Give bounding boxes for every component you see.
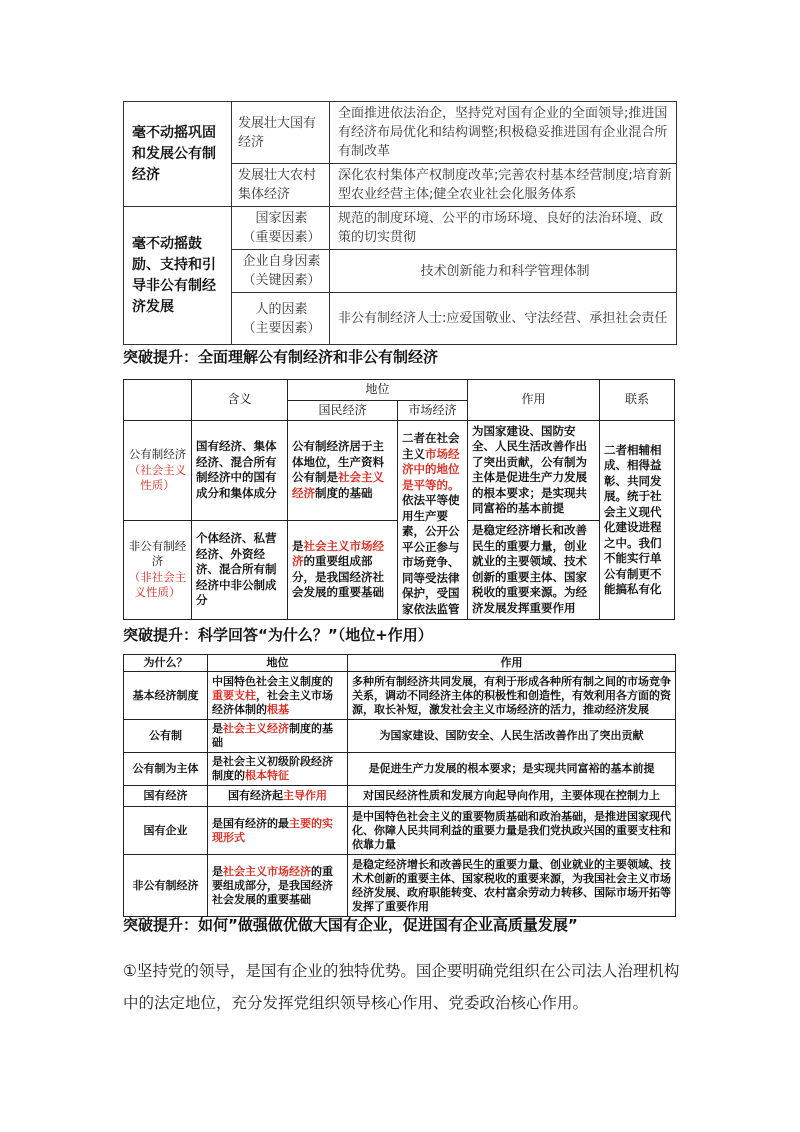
table-row: [124, 672, 676, 720]
category-cell: 毫不动摇巩固和发展公有制经济: [124, 102, 232, 207]
factor-cell: 发展壮大农村集体经济: [232, 164, 330, 207]
category-cell: 毫不动摇鼓励、支持和引导非公有制经济发展: [124, 207, 232, 345]
factor-note: （主要因素）: [242, 320, 321, 336]
factor-name: 人的因素: [255, 301, 308, 317]
header-market: 市场经济: [398, 400, 468, 421]
text-span: 是国有经济的最: [212, 816, 289, 830]
row-label: [124, 421, 192, 521]
table-row: [124, 207, 677, 250]
economy-policy-table: [123, 101, 677, 345]
header-role: 作用: [348, 655, 676, 672]
row-label: [124, 520, 192, 620]
why-table: [123, 654, 676, 917]
row-label: 公有制为主体: [124, 753, 208, 786]
desc-cell: 非公有制经济人士:应爱国敬业、守法经营、承担社会责任: [330, 293, 677, 345]
highlight-span: 市场经济中的地位是平等的。: [402, 446, 460, 492]
header-meaning: 含义: [192, 380, 288, 421]
text-span: 二者在社会主义: [402, 431, 460, 461]
position-cell: [208, 855, 348, 917]
row-label-text: 非公有制经济: [128, 538, 187, 569]
highlight-span: 社会主义经济: [223, 722, 289, 735]
factor-cell: 发展壮大国有经济: [232, 102, 330, 164]
factor-name: 国家因素: [255, 211, 308, 226]
highlight-span: 重要支柱: [212, 688, 256, 702]
text-span: 依法平等使用生产要素，公开公平公正参与市场竞争、同等受法律保护，受国家依法监管: [402, 493, 460, 616]
desc-cell: 深化农村集体产权制度改革;完善农村基本经营制度;培育新型农业经营主体;健全农业社会化服务体系: [330, 164, 677, 207]
role-cell: 对国民经济性质和发展方向起导向作用，主要体现在控制力上: [348, 786, 676, 807]
role-cell: 是促进生产力发展的根本要求；是实现共同富裕的基本前提: [348, 753, 676, 786]
desc-cell: 技术创新能力和科学管理体制: [330, 250, 677, 293]
section-heading: 突破提升：全面理解公有制经济和非公有制经济: [123, 348, 439, 366]
row-label-text: 公有制经济: [128, 447, 187, 461]
row-label: 国有经济: [124, 786, 208, 807]
table-header-row: [124, 655, 676, 672]
highlight-span: 社会主义经济: [292, 470, 384, 500]
factor-cell: [232, 293, 330, 345]
position-cell: [208, 672, 348, 720]
highlight-span: 社会主义市场经济: [292, 538, 384, 569]
table-row: [124, 720, 676, 753]
table-row: [124, 421, 675, 521]
section-heading: 突破提升：科学回答“为什么？”（地位+作用）: [123, 626, 433, 644]
position-cell: [208, 753, 348, 786]
table-row: [124, 753, 676, 786]
role-cell: 为国家建设、国防安全、人民生活改善作出了突出贡献: [348, 720, 676, 753]
desc-cell: 规范的制度环境、公平的市场环境、良好的法治环境、政策的切实贯彻: [330, 207, 677, 250]
text-span: 国有经济起: [228, 789, 283, 802]
text-span: ，社会主义市场经济体制的: [212, 688, 333, 716]
meaning-cell: 个体经济、私营经济、外资经济、混合所有制经济中非公制成分: [192, 520, 288, 620]
text-span: 制度的基础: [212, 722, 333, 749]
header-why: 为什么？: [124, 655, 208, 672]
row-label: 非公有制经济: [124, 855, 208, 917]
relation-cell: 二者相辅相成、相得益彰、共同发展。统于社会主义现代化建设进程之中。我们不能实行单公有制更不能搞私有化: [600, 421, 675, 620]
header-role: 作用: [468, 380, 600, 421]
header-national: 国民经济: [288, 400, 398, 421]
text-span: 的重要组成部分，是我国经济社会发展的重要基础: [212, 864, 333, 906]
text-span: 的重要组成部分，是我国经济社会发展的重要基础: [292, 554, 384, 600]
text-span: 公有制经济居于主体地位，生产资料公有制是: [292, 439, 384, 485]
position-cell: [208, 807, 348, 855]
ownership-comparison-table: [123, 379, 675, 620]
national-cell: [288, 421, 398, 521]
header-position: 地位: [208, 655, 348, 672]
text-span: 中国特色社会主义制度的: [212, 674, 333, 688]
header-relation: 联系: [600, 380, 675, 421]
highlight-span: 主要的实现形式: [212, 816, 333, 844]
factor-name: 企业自身因素: [242, 254, 321, 269]
section-heading: 突破提升：如何”做强做优做大国有企业，促进国有企业高质量发展”: [123, 916, 578, 934]
position-cell: [208, 786, 348, 807]
row-label-note: （社会主义性质）: [128, 462, 187, 492]
role-cell: 是中国特色社会主义的重要物质基础和政治基础，是推进国家现代化、你障人民共同利益的重要力量是我们党执政兴国的重要支柱和依靠力量: [348, 807, 676, 855]
role-cell: 是稳定经济增长和改善民生的重要力量、创业就业的主要领域、技术术创新的重要主体、国家税收的重要来源，为我国社会主义市场经济发展、政府职能转变、农村富余劳动力转移、国际市场开拓等发挥了重要作用: [348, 855, 676, 917]
desc-cell: 全面推进依法治企，坚持党对国有企业的全面领导;推进国有经济布局优化和结构调整;积极稳妥推进国有企业混合所有制改革: [330, 102, 677, 164]
table-row: [124, 855, 676, 917]
factor-cell: [232, 207, 330, 250]
highlight-span: 根基: [267, 702, 289, 716]
meaning-cell: 国有经济、集体经济、混合所有制经济中的国有成分和集体成分: [192, 421, 288, 521]
highlight-span: 主导作用: [283, 789, 327, 802]
role-cell: 多种所有制经济共同发展，有利于形成各种所有制之间的市场竞争关系，调动不同经济主体的积极性和创造性，有效利用各方面的资源，取长补短，激发社会主义市场经济的活力，推动经济发展: [348, 672, 676, 720]
row-label: 基本经济制度: [124, 672, 208, 720]
header-position: 地位: [288, 380, 468, 401]
factor-note: （关键因素）: [242, 273, 321, 288]
row-label-note: （非社会主义性质）: [128, 569, 187, 600]
highlight-span: 社会主义市场经济: [223, 864, 311, 878]
text-span: 制度的基础: [315, 485, 373, 500]
factor-note: （重要因素）: [242, 230, 321, 245]
position-cell: [208, 720, 348, 753]
factor-cell: [232, 250, 330, 293]
text-span: 是: [292, 538, 304, 553]
text-span: 是: [212, 864, 223, 878]
market-cell: [398, 421, 468, 620]
role-cell: 为国家建设、国防安全、人民生活改善作出了突出贡献，公有制为主体是促进生产力发展的根本要求；是实现共同富裕的基本前提: [468, 421, 600, 521]
body-paragraph: ①坚持党的领导，是国有企业的独特优势。国企要明确党组织在公司法人治理机构中的法定地位，充分发挥党组织领导核心作用、党委政治核心作用。: [123, 962, 680, 1012]
highlight-span: 根本特征: [245, 769, 289, 782]
national-cell: [288, 520, 398, 620]
role-cell: 是稳定经济增长和改善民生的重要力量，创业就业的主要领域、技术创新的重要主体、国家税收的重要来源。为经济发展发挥重要作用: [468, 520, 600, 620]
text-span: 是: [212, 722, 223, 735]
text-span: 是社会主义初级阶段经济制度的: [212, 755, 333, 782]
table-row: [124, 102, 677, 164]
table-row: [124, 786, 676, 807]
table-row: [124, 807, 676, 855]
row-label: 公有制: [124, 720, 208, 753]
header-empty: [124, 380, 192, 421]
table-header-row: [124, 380, 675, 401]
row-label: 国有企业: [124, 807, 208, 855]
